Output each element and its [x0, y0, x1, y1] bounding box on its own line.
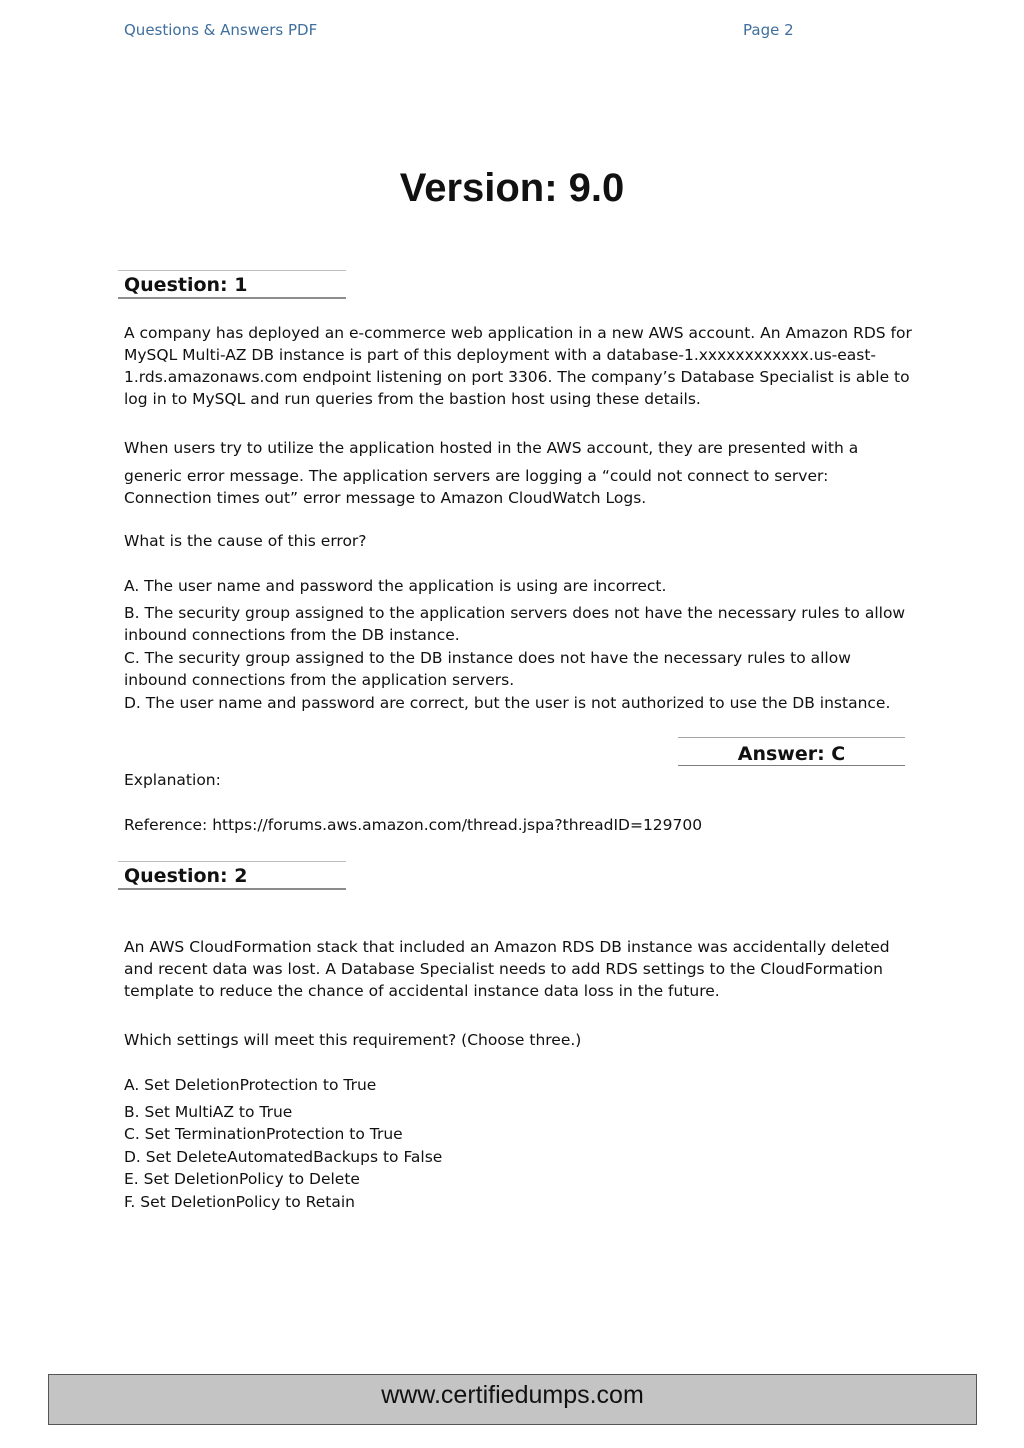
answer-box [678, 737, 905, 766]
question-2-heading [118, 861, 346, 890]
question-1-option-a: A. The user name and password the application is using are incorrect. [124, 577, 667, 595]
question-1-option-d: D. The user name and password are correct, but the user is not authorized to use the DB instance. [124, 694, 891, 712]
question-1-paragraph-2-line-1: When users try to utilize the application hosted in the AWS account, they are presented with a [124, 439, 859, 457]
question-2-option-a: A. Set DeletionProtection to True [124, 1076, 377, 1094]
question-2-paragraph-1: An AWS CloudFormation stack that included an Amazon RDS DB instance was accidentally deleted and recent data was lost. A Database Specialist needs to add RDS settings to the CloudFormation template to reduce the chance of accidental instance data loss in the future. [124, 938, 890, 1000]
question-1-label: Question: 1 [124, 274, 248, 296]
question-2-option-f: F. Set DeletionPolicy to Retain [124, 1193, 355, 1211]
header-doc-title: Questions & Answers PDF [124, 21, 318, 39]
question-2-option-d: D. Set DeleteAutomatedBackups to False [124, 1148, 443, 1166]
question-2-option-e: E. Set DeletionPolicy to Delete [124, 1170, 360, 1188]
question-1-heading [118, 270, 346, 299]
question-2-label: Question: 2 [124, 865, 248, 887]
question-2-option-c: C. Set TerminationProtection to True [124, 1125, 403, 1143]
header-page-number: Page 2 [743, 21, 794, 39]
footer-website: www.certifiedumps.com [48, 1374, 977, 1425]
question-1-paragraph-2: generic error message. The application servers are logging a “could not connect to server: Connection times out” error message to Amazon CloudWatch Logs. [124, 467, 829, 507]
question-1-option-b: B. The security group assigned to the application servers does not have the necessary rules to allow inbound connections from the DB instance. [124, 604, 906, 644]
divider [118, 297, 346, 299]
divider [678, 765, 905, 766]
question-1-paragraph-1: A company has deployed an e-commerce web application in a new AWS account. An Amazon RDS for MySQL Multi-AZ DB instance is part of this deployment with a database-1.xxxxxxxxxxxx.us-east-1.rds.amazonaws.com endpoint listening on port 3306. The company’s Database Specialist is able to log in to MySQL and run queries from the bastion host using these details. [124, 324, 912, 408]
question-2-prompt: Which settings will meet this requirement? (Choose three.) [124, 1031, 582, 1049]
question-1-option-c: C. The security group assigned to the DB instance does not have the necessary rules to allow inbound connections from the application servers. [124, 649, 851, 689]
answer-label: Answer: C [737, 743, 846, 765]
explanation-label: Explanation: [124, 771, 221, 789]
version-title: Version: 9.0 [399, 166, 625, 210]
question-2-option-b: B. Set MultiAZ to True [124, 1103, 293, 1121]
reference-link: Reference: https://forums.aws.amazon.com/thread.jspa?threadID=129700 [124, 816, 703, 834]
divider [118, 888, 346, 890]
question-1-prompt: What is the cause of this error? [124, 532, 367, 550]
